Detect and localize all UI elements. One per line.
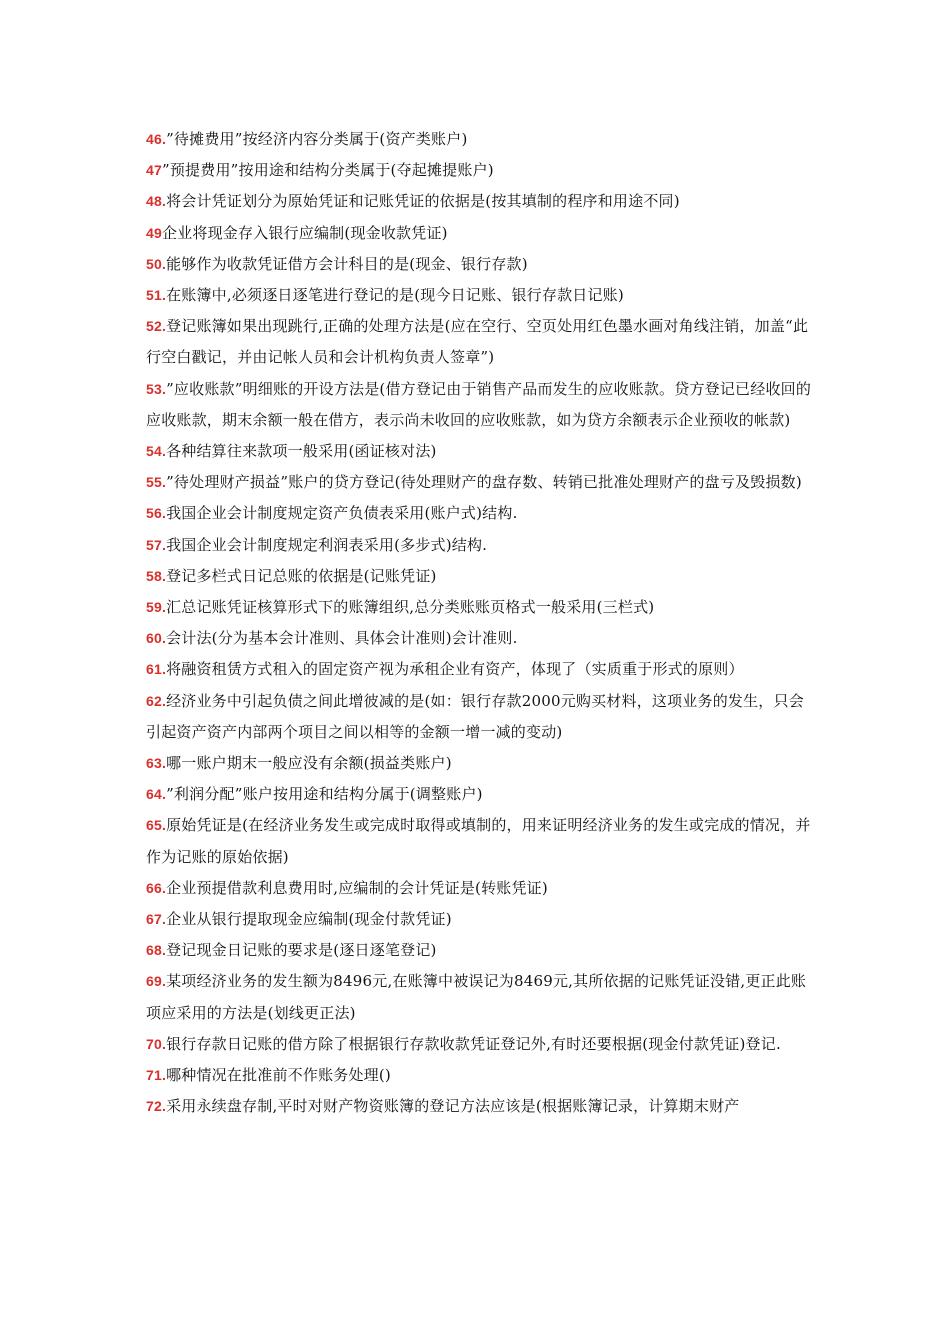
item-number: 47 <box>146 162 162 179</box>
item-text: 在账簿中,必须逐日逐笔进行登记的是(现今日记账、银行存款日记账) <box>166 286 624 305</box>
item-text: 登记现金日记账的要求是(逐日逐笔登记) <box>166 941 437 960</box>
list-item <box>146 1060 814 1091</box>
question-list <box>146 124 814 1123</box>
item-number: 52. <box>146 318 167 335</box>
item-number: 72. <box>146 1098 167 1115</box>
item-text: 将会计凭证划分为原始凭证和记账凭证的依据是(按其填制的程序和用途不同) <box>166 192 680 211</box>
list-item <box>146 155 814 186</box>
item-text: 某项经济业务的发生额为8496元,在账簿中被误记为8469元,其所依据的记账凭证没错,更正此账项应采用的方法是(划线更正法) <box>146 972 807 1022</box>
item-text: ”应收账款”明细账的开设方法是(借方登记由于销售产品而发生的应收账款。贷方登记已经收回的应收账款，期末余额一般在借方，表示尚未收回的应收账款，如为贷方余额表示企业预收的帐款) <box>146 379 812 429</box>
list-item <box>146 311 814 373</box>
item-text: 我国企业会计制度规定利润表采用(多步式)结构. <box>166 535 488 554</box>
list-item <box>146 779 814 810</box>
list-item <box>146 935 814 966</box>
item-number: 63. <box>146 755 167 772</box>
list-item <box>146 592 814 623</box>
item-number: 64. <box>146 786 167 803</box>
list-item <box>146 1029 814 1060</box>
list-item <box>146 904 814 935</box>
list-item <box>146 966 814 1028</box>
list-item <box>146 374 814 436</box>
item-text: 银行存款日记账的借方除了根据银行存款收款凭证登记外,有时还要根据(现金付款凭证)登记. <box>166 1034 781 1053</box>
list-item <box>146 530 814 561</box>
list-item <box>146 748 814 779</box>
item-number: 46. <box>146 131 167 147</box>
item-number: 69. <box>146 973 167 990</box>
item-text: 经济业务中引起负债之间此增彼减的是(如：银行存款2000元购买材料，这项业务的发生，只会引起资产资产内部两个项目之间以相等的金额一增一减的变动) <box>146 691 804 741</box>
list-item <box>146 280 814 311</box>
item-text: 企业预提借款利息费用时,应编制的会计凭证是(转账凭证) <box>166 878 548 897</box>
item-number: 54. <box>146 443 167 460</box>
item-number: 68. <box>146 942 167 959</box>
item-number: 51. <box>146 287 167 304</box>
item-number: 53. <box>146 380 167 397</box>
item-number: 55. <box>146 474 167 491</box>
item-number: 67. <box>146 911 167 928</box>
list-item <box>146 686 814 748</box>
item-number: 59. <box>146 599 167 616</box>
item-text: 汇总记账凭证核算形式下的账簿组织,总分类账账页格式一般采用(三栏式) <box>166 598 655 617</box>
item-number: 49 <box>146 224 162 241</box>
item-number: 62. <box>146 692 167 709</box>
list-item <box>146 873 814 904</box>
list-item <box>146 1091 814 1122</box>
item-text: ”预提费用”按用途和结构分类属于(夺起摊提账户) <box>161 161 494 180</box>
list-item <box>146 186 814 217</box>
item-text: 将融资租赁方式租入的固定资产视为承租企业有资产，体现了（实质重于形式的原则） <box>166 660 744 679</box>
item-number: 50. <box>146 255 167 272</box>
list-item <box>146 561 814 592</box>
list-item <box>146 498 814 529</box>
item-text: 登记账簿如果出现跳行,正确的处理方法是(应在空行、空页处用红色墨水画对角线注销，加盖“此行空白戳记，并由记帐人员和会计机构负责人签章”) <box>146 317 809 367</box>
item-number: 66. <box>146 879 167 896</box>
item-number: 60. <box>146 630 167 647</box>
list-item <box>146 467 814 498</box>
item-text: ”待摊费用”按经济内容分类属于(资产类账户) <box>166 130 468 148</box>
item-text: ”利润分配”账户按用途和结构分属于(调整账户) <box>166 785 483 804</box>
item-text: 原始凭证是(在经济业务发生或完成时取得或填制的，用来证明经济业务的发生或完成的情况，并作为记账的原始依据) <box>146 816 811 866</box>
item-text: 登记多栏式日记总账的依据是(记账凭证) <box>166 566 437 585</box>
item-text: 能够作为收款凭证借方会计科目的是(现金、银行存款) <box>166 254 528 273</box>
item-text: 各种结算往来款项一般采用(函证核对法) <box>166 442 437 461</box>
list-item <box>146 810 814 872</box>
list-item <box>146 654 814 685</box>
item-number: 58. <box>146 567 167 584</box>
item-number: 48. <box>146 193 167 210</box>
list-item <box>146 218 814 249</box>
item-text: 企业将现金存入银行应编制(现金收款凭证) <box>161 223 448 242</box>
item-text: 哪一账户期末一般应没有余额(损益类账户) <box>166 754 452 773</box>
item-text: 我国企业会计制度规定资产负债表采用(账户式)结构. <box>166 504 518 523</box>
list-item <box>146 436 814 467</box>
item-number: 56. <box>146 505 167 522</box>
item-text: 会计法(分为基本会计准则、具体会计准则)会计准则. <box>166 629 518 648</box>
list-item <box>146 623 814 654</box>
item-number: 65. <box>146 817 167 834</box>
item-text: 企业从银行提取现金应编制(现金付款凭证) <box>166 910 452 929</box>
item-text: 采用永续盘存制,平时对财产物资账簿的登记方法应该是(根据账簿记录，计算期末财产 <box>166 1097 740 1116</box>
item-number: 61. <box>146 661 167 678</box>
item-text: 哪种情况在批准前不作账务处理() <box>166 1066 391 1085</box>
item-number: 71. <box>146 1067 167 1084</box>
item-number: 70. <box>146 1035 167 1052</box>
list-item <box>146 249 814 280</box>
list-item <box>146 124 814 155</box>
item-text: ”待处理财产损益”账户的贷方登记(待处理财产的盘存数、转销已批准处理财产的盘亏及毁损数) <box>166 473 802 492</box>
item-number: 57. <box>146 536 167 553</box>
